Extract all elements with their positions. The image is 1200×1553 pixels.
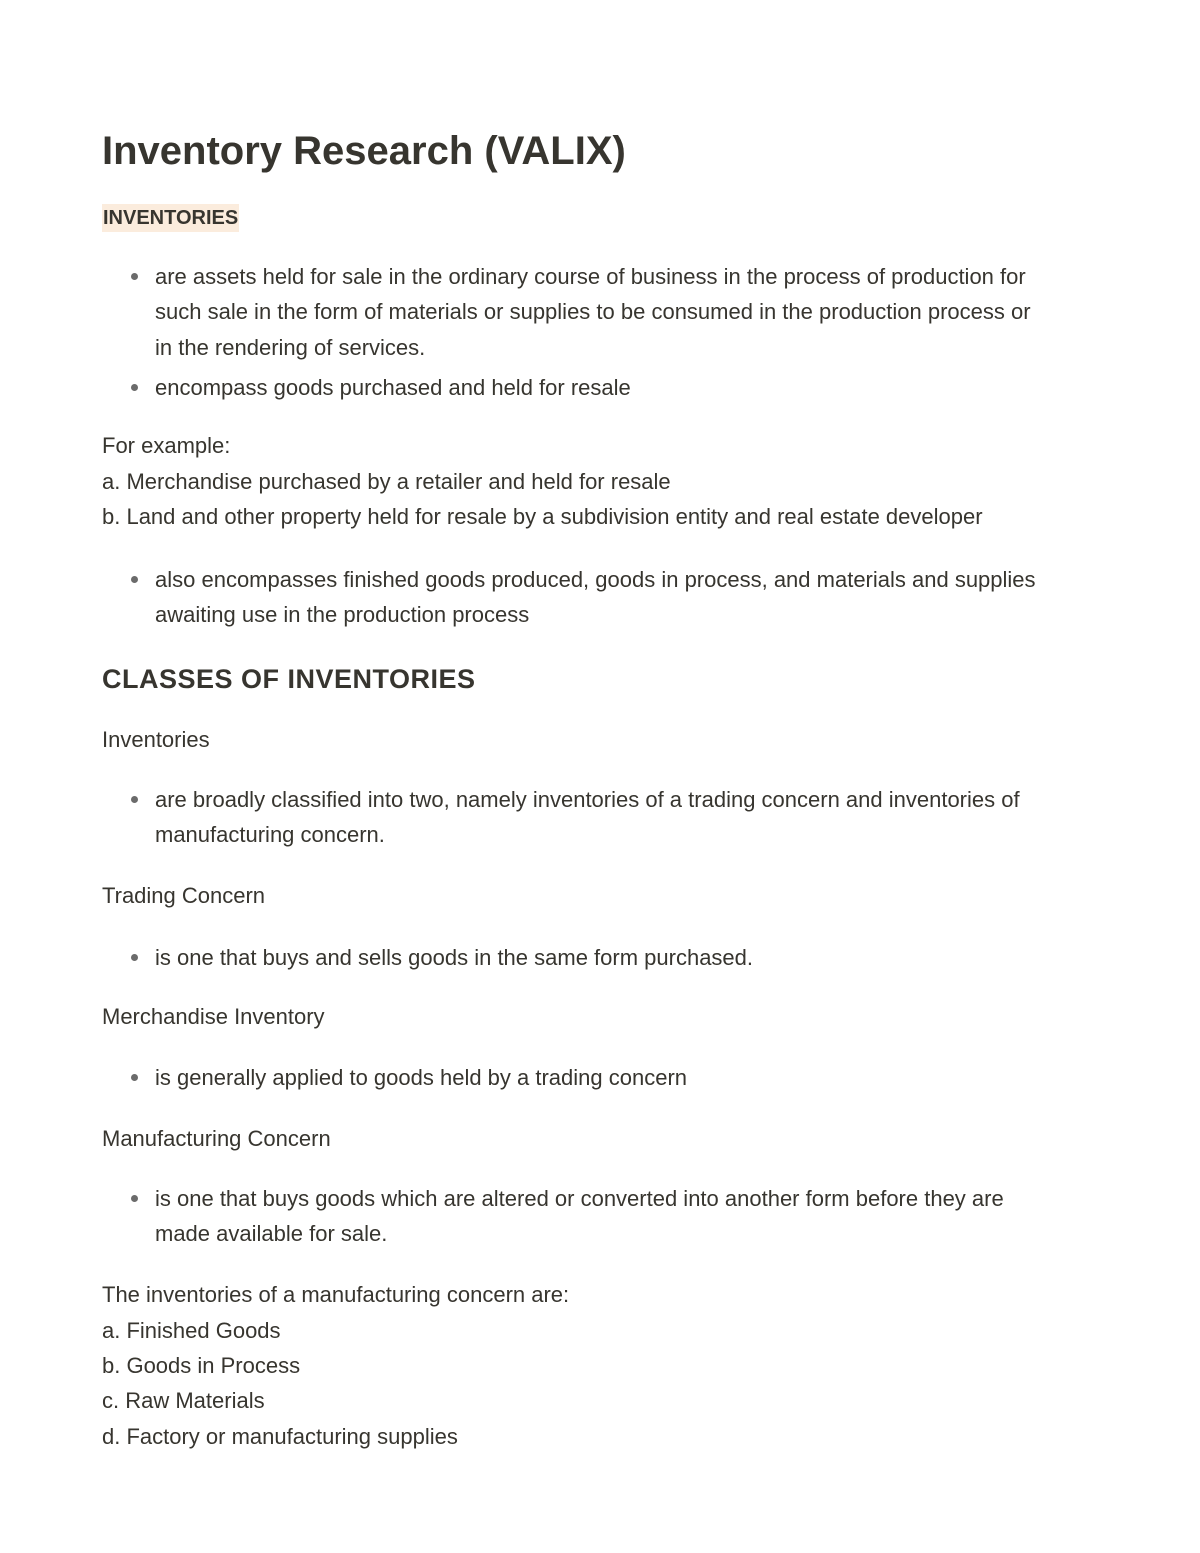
bullet-line: manufacturing concern. — [155, 822, 385, 848]
bullet-line: also encompasses finished goods produced, goods in process, and materials and supplies — [155, 567, 1036, 592]
bullet-line: are assets held for sale in the ordinary course of business in the process of production for — [155, 264, 1026, 289]
bullet-dot-icon — [131, 576, 138, 583]
manufacturing-list-item: a. Finished Goods — [102, 1318, 281, 1343]
bullet-line: is one that buys goods which are altered or converted into another form before they are — [155, 1186, 1004, 1211]
bullet-dot-icon — [131, 384, 138, 391]
bullet-line: in the rendering of services. — [155, 334, 426, 360]
inventories-label: INVENTORIES — [102, 204, 239, 232]
bullet-dot-icon — [131, 273, 138, 280]
example-item: b. Land and other property held for resale by a subdivision entity and real estate developer — [102, 504, 983, 529]
page-title: Inventory Research (VALIX) — [102, 129, 626, 173]
manufacturing-list-item: b. Goods in Process — [102, 1353, 301, 1378]
bullet-line: made available for sale. — [155, 1221, 388, 1247]
example-intro: For example: — [102, 433, 231, 458]
bullet-dot-icon — [131, 1195, 138, 1202]
term-heading: Trading Concern — [102, 883, 266, 908]
bullet-line: awaiting use in the production process — [155, 602, 530, 628]
term-heading: Merchandise Inventory — [102, 1004, 325, 1029]
manufacturing-intro: The inventories of a manufacturing concern are: — [102, 1282, 570, 1307]
bullet-dot-icon — [131, 796, 138, 803]
bullet-line: is generally applied to goods held by a trading concern — [155, 1065, 688, 1090]
bullet-dot-icon — [131, 954, 138, 961]
section-heading: CLASSES OF INVENTORIES — [102, 664, 476, 694]
bullet-line: are broadly classified into two, namely inventories of a trading concern and inventories of — [155, 787, 1020, 812]
term-heading: Inventories — [102, 727, 210, 752]
manufacturing-list-item: c. Raw Materials — [102, 1388, 265, 1413]
term-heading: Manufacturing Concern — [102, 1126, 331, 1151]
manufacturing-list-item: d. Factory or manufacturing supplies — [102, 1424, 458, 1449]
bullet-line: such sale in the form of materials or supplies to be consumed in the production process or — [155, 299, 1031, 325]
bullet-line: is one that buys and sells goods in the same form purchased. — [155, 945, 754, 970]
bullet-dot-icon — [131, 1074, 138, 1081]
bullet-line: encompass goods purchased and held for resale — [155, 375, 631, 400]
example-item: a. Merchandise purchased by a retailer and held for resale — [102, 469, 671, 494]
